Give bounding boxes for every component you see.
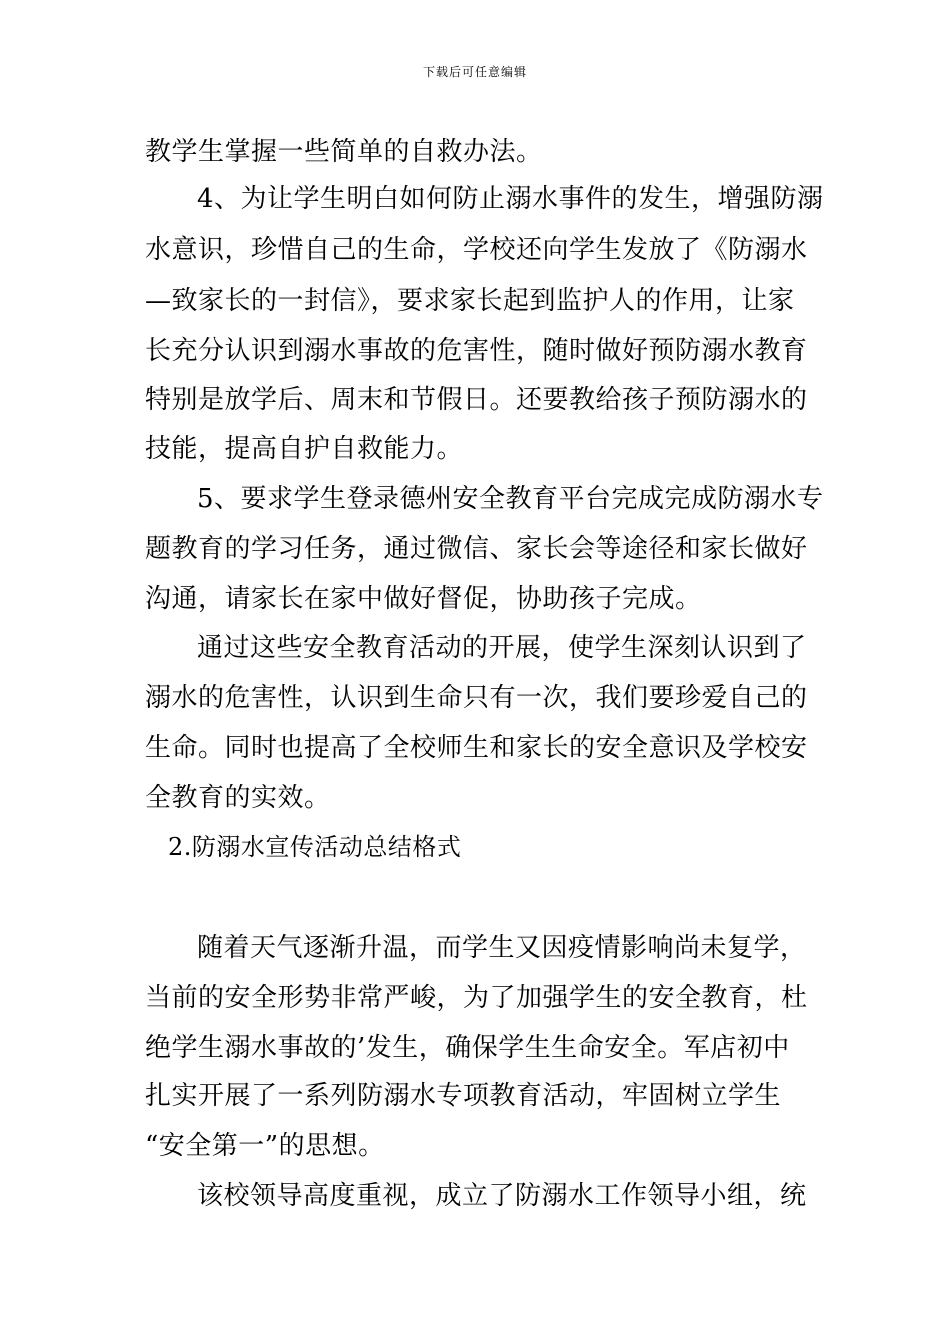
body-text-line: 溺水的危害性，认识到生命只有一次，我们要珍爱自己的 xyxy=(145,683,808,713)
body-text-line: 通过这些安全教育活动的开展，使学生深刻认识到了 xyxy=(197,633,807,663)
body-text-line: 当前的安全形势非常严峻，为了加强学生的安全教育，杜 xyxy=(145,983,808,1013)
section-heading: 2.防溺水宣传活动总结格式 xyxy=(168,833,462,861)
body-text-line: 技能，提高自护自救能力。 xyxy=(145,434,464,464)
body-text-line: 生命。同时也提高了全校师生和家长的安全意识及学校安 xyxy=(145,733,808,763)
body-text-line: 题教育的学习任务，通过微信、家长会等途径和家长做好 xyxy=(145,534,808,564)
body-text-line: 绝学生溺水事故的’发生，确保学生生命安全。军店初中 xyxy=(145,1033,790,1063)
body-text-line: 扎实开展了一系列防溺水专项教育活动，牢固树立学生 xyxy=(145,1081,782,1111)
body-text-line: 教学生掌握一些简单的自救办法。 xyxy=(145,137,543,167)
body-text-line: 长充分认识到溺水事故的危害性，随时做好预防溺水教育 xyxy=(145,336,808,366)
body-text-line: —致家长的一封信》，要求家长起到监护人的作用，让家 xyxy=(145,286,795,316)
body-text-line: 4、为让学生明白如何防止溺水事件的发生，增强防溺 xyxy=(197,184,824,214)
body-text-line: 特别是放学后、周末和节假日。还要教给孩子预防溺水的 xyxy=(145,385,808,415)
page-header-note: 下载后可任意编辑 xyxy=(422,65,527,79)
body-text-line: 沟通，请家长在家中做好督促，协助孩子完成。 xyxy=(145,584,702,614)
body-text-line: 该校领导高度重视，成立了防溺水工作领导小组，统 xyxy=(197,1181,807,1211)
body-text-line: 全教育的实效。 xyxy=(145,783,331,813)
body-text-line: 水意识，珍惜自己的生命，学校还向学生发放了《防溺水 xyxy=(145,235,808,265)
body-text-line: 随着天气逐渐升温，而学生又因疫情影响尚未复学， xyxy=(197,933,807,963)
body-text-line: “安全第一”的思想。 xyxy=(145,1131,385,1161)
body-text-line: 5、要求学生登录德州安全教育平台完成完成防溺水专 xyxy=(197,484,824,514)
